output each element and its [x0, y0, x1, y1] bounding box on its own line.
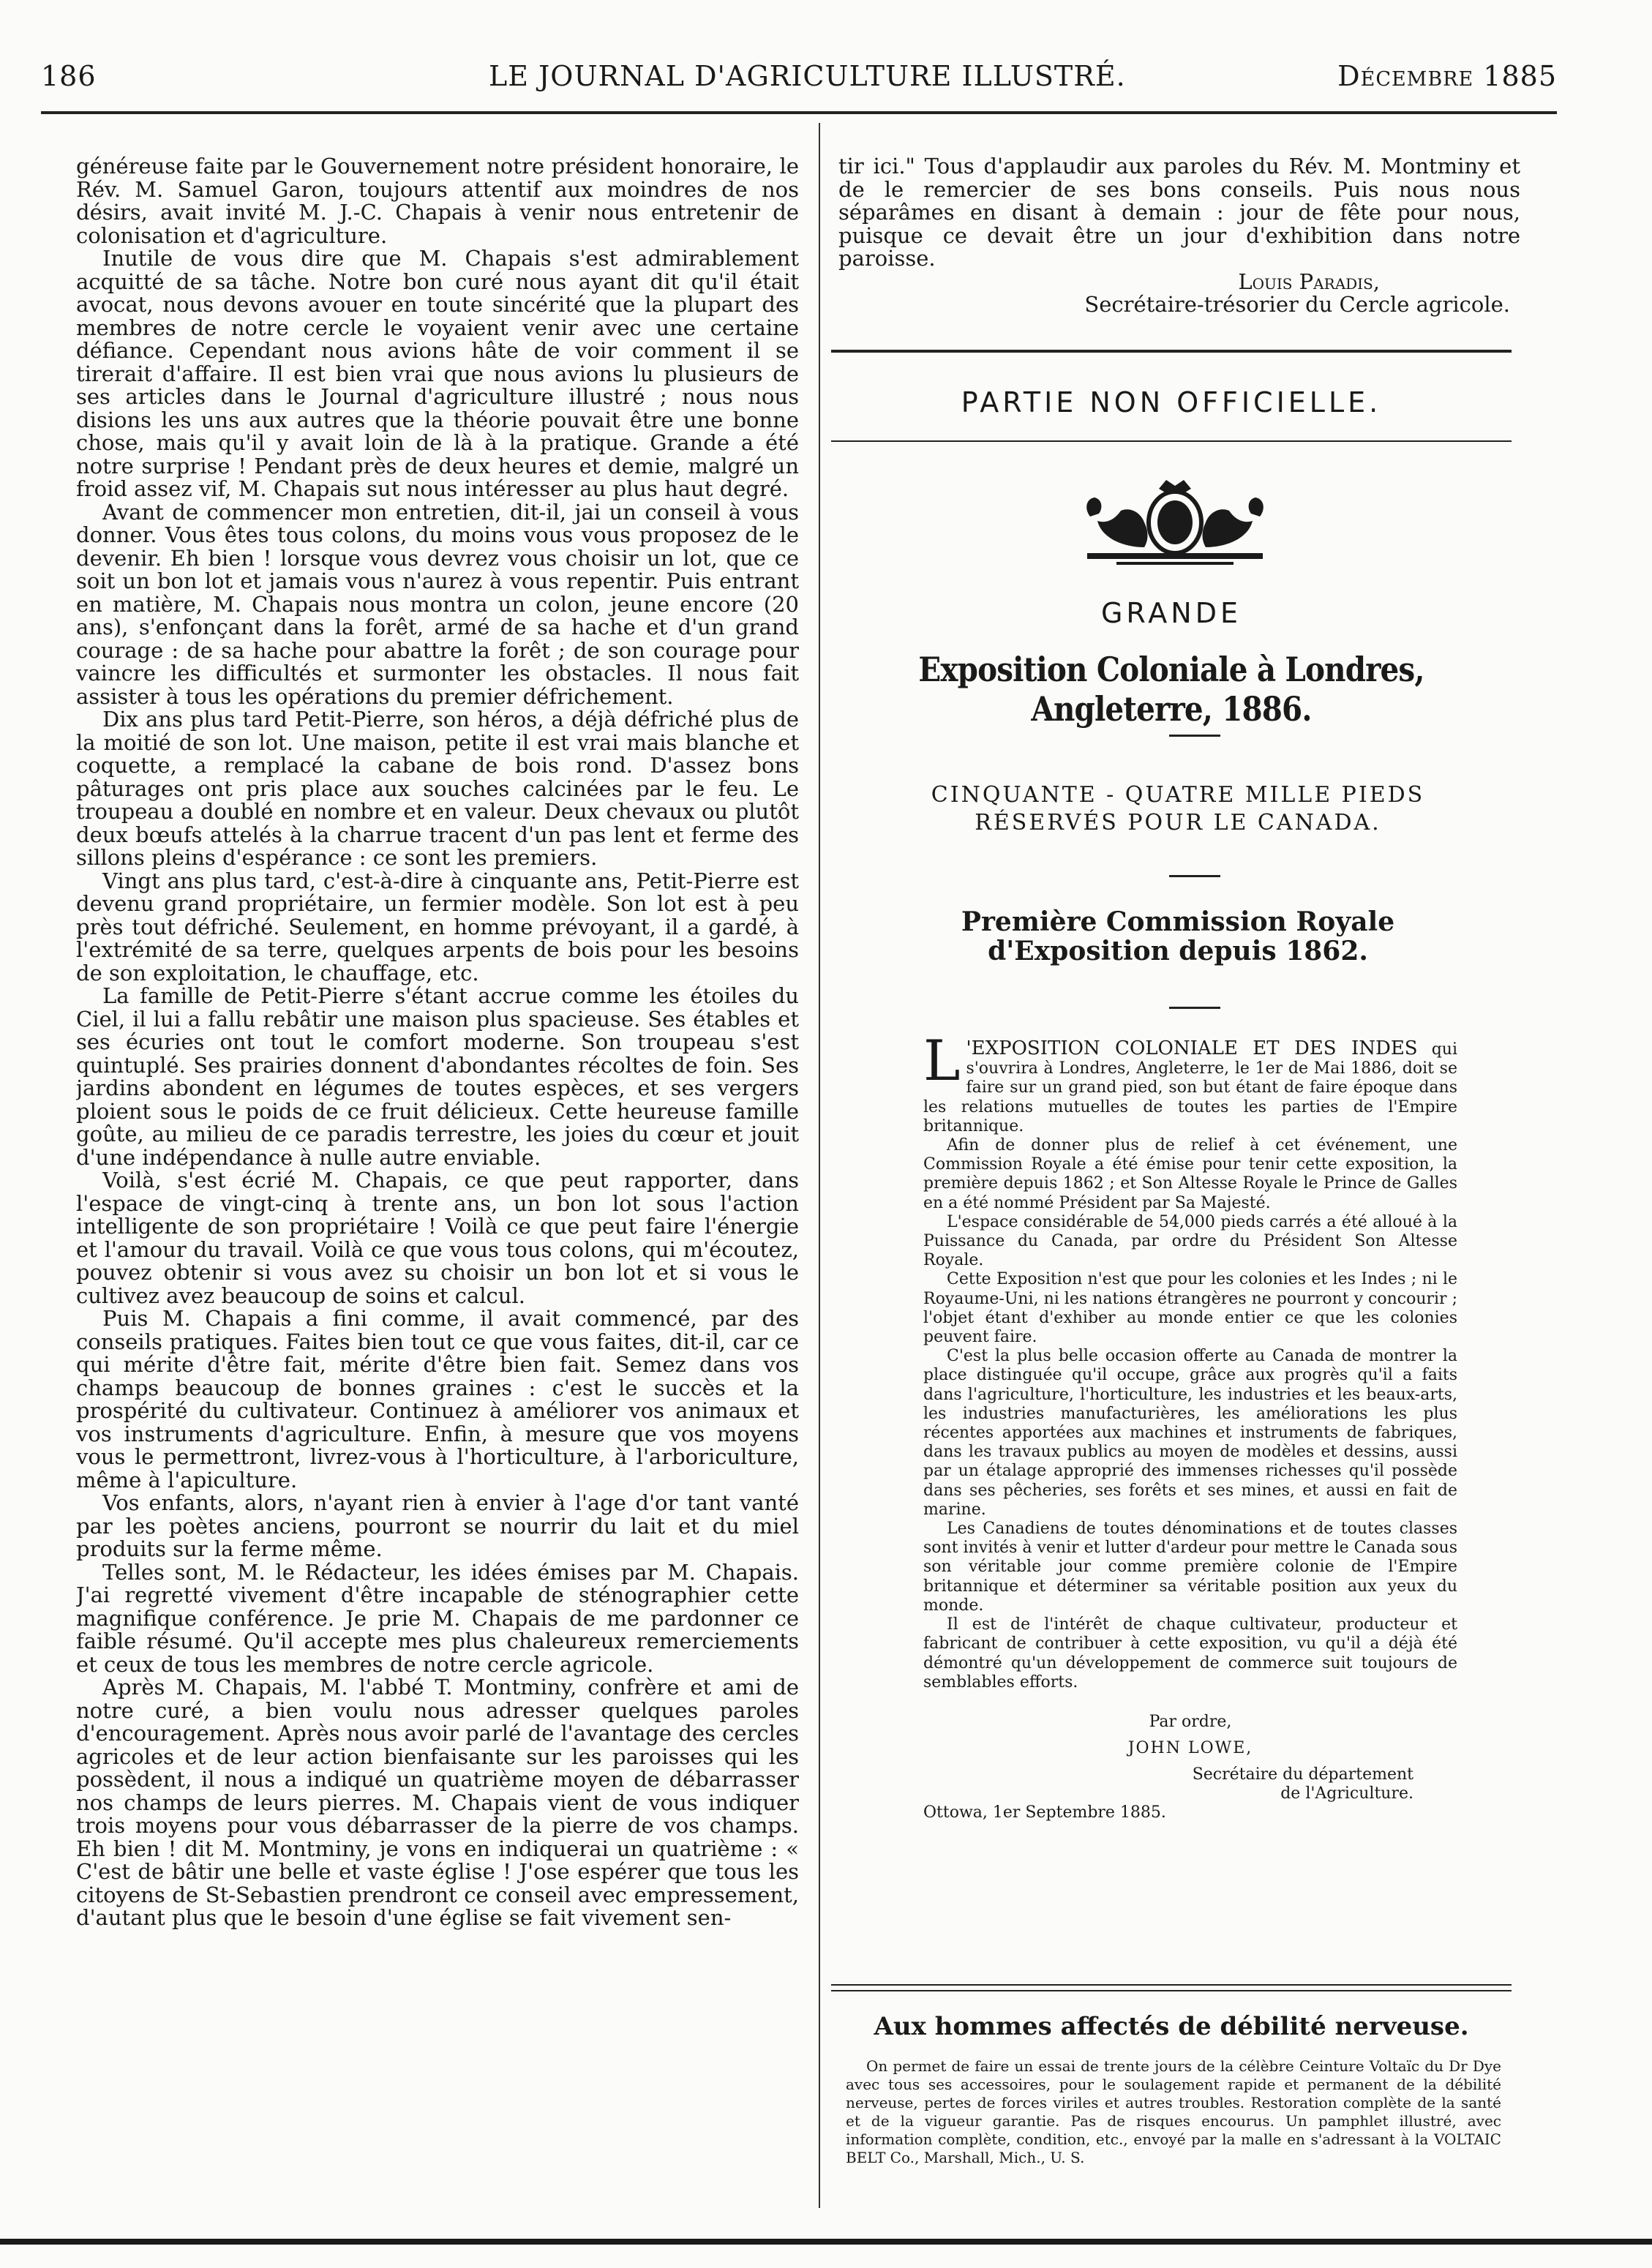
signatory-name: JOHN LOWE,	[1127, 1739, 1253, 1758]
exposition-notice	[923, 1028, 1458, 1823]
journal-title: LE JOURNAL D'AGRICULTURE ILLUSTRÉ.	[489, 60, 1126, 92]
exposition-title: Exposition Coloniale à Londres, Angleterre, 1886.	[918, 650, 1424, 729]
signatory-title	[923, 1765, 1457, 1803]
paragraph: Vingt ans plus tard, c'est-à-dire à cinquante ans, Petit-Pierre est devenu grand propriétaire, un fermier modèle. Son lot est à peu près tout défriché. Seulement, en homme prévoyant, il a gardé, à l'extrémité de sa terre, quelques arpents de bois pour les besoins de son exploitation, le chauffage, etc.	[76, 868, 799, 985]
short-rule	[1169, 1007, 1220, 1009]
commission-heading: Première Commission Royale d'Exposition depuis 1862.	[961, 906, 1395, 966]
double-rule	[831, 1984, 1512, 1986]
signature-name: Louis Paradis,	[1238, 269, 1380, 294]
paragraph: Dix ans plus tard Petit-Pierre, son héros, a déjà défriché plus de la moitié de son lot. Une maison, petite il est vrai mais blanche et coquette, a remplacé la cabane de bois rond. D'assez bons pâturages ont pris place aux souches calcinées par le feu. Le troupeau a doublé en nombre et en valeur. Deux chevaux ou plutôt deux bœufs attelés à la charrue tracent d'un pas lent et ferme des sillons pleins d'espérance : ce sont les premiers.	[76, 707, 799, 870]
section-heading: PARTIE NON OFFICIELLE.	[961, 386, 1382, 418]
paragraph: Afin de donner plus de relief à cet événement, une Commission Royale a été émise pour tenir cette exposition, la première depuis 1862 ; et Son Altesse Royale le Prince de Galles en a été nommé Président par Sa Majesté.	[923, 1136, 1457, 1212]
column-divider	[819, 123, 820, 2208]
paragraph: Voilà, s'est écrié M. Chapais, ce que peut rapporter, dans l'espace de vingt-cinq à trente ans, un bon lot sous l'action intelligente de son propriétaire ! Voilà ce que peut faire l'énergie et l'amour du travail. Voilà ce que vous tous colons, qui m'écoutez, pouvez obtenir si vous avez su choisir un bon lot et si vous le cultivez avez beaucoup de soins et calcul.	[76, 1168, 799, 1308]
double-rule	[831, 1990, 1512, 1991]
section-rule	[831, 440, 1512, 442]
notice-first-paragraph	[923, 1028, 1457, 1136]
paragraph: Les Canadiens de toutes dénominations et de toutes classes sont invités à venir et lutter d'ardeur pour mettre le Canada sous son véritable jour comme première colonie de l'Empire britannique et déterminer sa véritable position aux yeux du monde.	[923, 1520, 1458, 1615]
paragraph: tir ici." Tous d'applaudir aux paroles du Rév. M. Montminy et de le remercier de ses bons conseils. Puis nous nous séparâmes en disant à demain : jour de fête pour nous, puisque ce devait être un jour d'exhibition dans notre paroisse.	[838, 155, 1520, 271]
short-rule	[1169, 875, 1220, 877]
par-ordre: Par ordre,	[1149, 1712, 1232, 1731]
paragraph: Avant de commencer mon entretien, dit-il, jai un conseil à vous donner. Vous êtes tous colons, du moins vous vous proposez de le devenir. Eh bien ! lorsque vous devrez vous choisir un lot, que ce soit un bon lot et jamais vous n'aurez à vous repentir. Puis entrant en matière, M. Chapais nous montra un colon, jeune encore (20 ans), s'enfonçant dans la forêt, armé de sa hache et d'un grand courage : de sa hache pour abattre la forêt ; de son courage pour vaincre les difficultés et surmonter les obstacles. Il nous fait assister à tous les opérations du premier défrichement.	[76, 499, 799, 709]
dateline: Ottowa, 1er Septembre 1885.	[923, 1803, 1166, 1822]
exposition-grande: GRANDE	[1100, 597, 1242, 629]
paragraph: généreuse faite par le Gouvernement notre président honoraire, le Rév. M. Samuel Garon, toujours attentif aux moindres de nos désirs, avait invité M. J.-C. Chapais à venir nous entretenir de colonisation et d'agriculture.	[76, 155, 799, 248]
exposition-subtitle: CINQUANTE - QUATRE MILLE PIEDS RÉSERVÉS POUR LE CANADA.	[931, 782, 1425, 836]
advert-title: Aux hommes affectés de débilité nerveuse.	[874, 2012, 1469, 2041]
signatory-title-line: Secrétaire du département	[1192, 1765, 1413, 1784]
header-rule	[41, 111, 1557, 114]
section-rule	[831, 350, 1512, 353]
page-header	[41, 60, 1557, 107]
paragraph: Telles sont, M. le Rédacteur, les idées émises par M. Chapais. J'ai regretté vivement d'être incapable de sténographier cette magnifique conférence. Je prie M. Chapais de me pardonner ce faible résumé. Qu'il accepte mes plus chaleureux remerciements et ceux de tous les membres de notre cercle agricole.	[76, 1559, 799, 1677]
drop-cap: L	[923, 1028, 961, 1093]
paragraph: Cette Exposition n'est que pour les colonies et les Indes ; ni le Royaume-Uni, ni les nations étrangères ne pourront y concourir ; l'objet étant d'exhiber au monde entier ce que les colonies peuvent faire.	[923, 1270, 1457, 1347]
paragraph: Puis M. Chapais a fini comme, il avait commencé, par des conseils pratiques. Faites bien tout ce que vous faites, dit-il, car ce qui mérite d'être fait, mérite d'être bien fait. Semez dans vos champs beaucoup de bonnes graines : c'est le succès et la prospérité du cultivateur. Continuez à améliorer vos animaux et vos instruments d'agriculture. Enfin, à mesure que vos moyens vous le permettront, livrez-vous à l'horticulture, à l'arboriculture, même à l'apiculture.	[76, 1306, 799, 1492]
paragraph: Inutile de vous dire que M. Chapais s'est admirablement acquitté de sa tâche. Notre bon curé nous ayant dit qu'il était avocat, nous devons avouer en toute sincérité que la plupart des membres de notre cercle le voyaient venir avec une certaine défiance. Cependant nous avions hâte de voir comment il se tirerait d'affaire. Il est bien vrai que nous avions lu plusieurs de ses articles dans le Journal d'agriculture illustré ; nous nous disions les uns aux autres que la théorie pouvait être une bonne chose, mais qu'il y avait loin de là à la pratique. Grande a été notre surprise ! Pendant près de deux heures et demie, malgré un froid assez vif, M. Chapais sut nous intéresser au plus haut degré.	[76, 246, 799, 501]
paragraph: Vos enfants, alors, n'ayant rien à envier à l'age d'or tant vanté par les poètes anciens, pourront se nourrir du lait et du miel produits sur la ferme même.	[76, 1490, 799, 1561]
advert-body	[846, 2057, 1501, 2167]
letter-ending	[838, 155, 1520, 271]
left-column	[76, 155, 799, 2196]
footer-rule	[0, 2239, 1652, 2245]
paragraph: C'est la plus belle occasion offerte au Canada de montrer la place distinguée qu'il occupe, grâce aux progrès qu'il a faits dans l'agriculture, l'horticulture, les industries et les beaux-arts, les industries manufacturières, les améliorations les plus récentes apportées aux machines et instruments de fabriques, dans les travaux publics au moyen de modèles et dessins, aussi par un étalage approprié des immenses richesses qu'il possède dans ses pêcheries, ses forêts et ses mines, et aussi en fait de marine.	[923, 1347, 1457, 1519]
notice-lead-rest: qui s'ouvrira à Londres, Angleterre, le 1er de Mai 1886, doit se faire sur un grand pied, son but étant de faire époque dans les relations mutuelles de toutes les parties de l'Empire britannique.	[923, 1040, 1457, 1135]
letter-signature	[825, 271, 1510, 317]
signature-title: Secrétaire-trésorier du Cercle agricole.	[1084, 292, 1510, 317]
paragraph: On permet de faire un essai de trente jours de la célèbre Ceinture Voltaïc du Dr Dye avec tous ses accessoires, pour le soulagement rapide et permanent de la débilité nerveuse, pertes de forces viriles et autres troubles. Restoration complète de la santé et de la vigueur garantie. Pas de risques encourus. Un pamphlet illustré, avec information complète, condition, etc., envoyé par la malle en s'adressant à la VOLTAIC BELT Co., Marshall, Mich., U. S.	[846, 2057, 1501, 2166]
signatory-title-line: de l'Agriculture.	[1280, 1784, 1413, 1803]
paragraph: Après M. Chapais, M. l'abbé T. Montminy, confrère et ami de notre curé, a bien voulu nous adresser quelques paroles d'encouragement. Après nous avoir parlé de l'avantage des cercles agricoles et de leur action bienfaisante sur les paroisses qui les possèdent, il nous a indiqué un quatrième moyen de débarrasser nos champs de leurs pierres. M. Chapais vient de vous indiquer trois moyens pour vous débarrasser de la pierre de vos champs. Eh bien ! dit M. Montminy, je vons en indiquerai un quatrième : « C'est de bâtir une belle et vaste église ! J'ose espérer que tous les citoyens de St-Sebastien prendront ce conseil avec empressement, d'autant plus que le besoin d'une église se fait vivement sen-	[76, 1675, 799, 1930]
short-rule	[1169, 735, 1220, 737]
notice-lead: 'EXPOSITION COLONIALE ET DES INDES	[966, 1037, 1418, 1059]
paragraph: La famille de Petit-Pierre s'étant accrue comme les étoiles du Ciel, il lui a fallu rebâtir une maison plus spacieuse. Ses étables et ses écuries ont tout le comfort moderne. Son troupeau s'est quintuplé. Ses prairies donnent d'abondantes récoltes de foin. Ses jardins abondent en légumes de toutes espèces, et ses vergers ploient sous le poids de ce fruit délicieux. Cette heureuse famille goûte, au milieu de ce paradis terrestre, les joies du cœur et jouit d'une indépendance à nulle autre enviable.	[76, 983, 799, 1170]
royal-crest-icon	[1073, 477, 1277, 568]
paragraph: Il est de l'intérêt de chaque cultivateur, producteur et fabricant de contribuer à cette exposition, vu qu'il a déjà été démontré qu'un développement de commerce suit toujours de semblables efforts.	[923, 1615, 1457, 1691]
issue-date: Décembre 1885	[1337, 60, 1557, 92]
paragraph: L'espace considérable de 54,000 pieds carrés a été alloué à la Puissance du Canada, par ordre du Président Son Altesse Royale.	[923, 1212, 1457, 1270]
page-number: 186	[41, 60, 97, 92]
